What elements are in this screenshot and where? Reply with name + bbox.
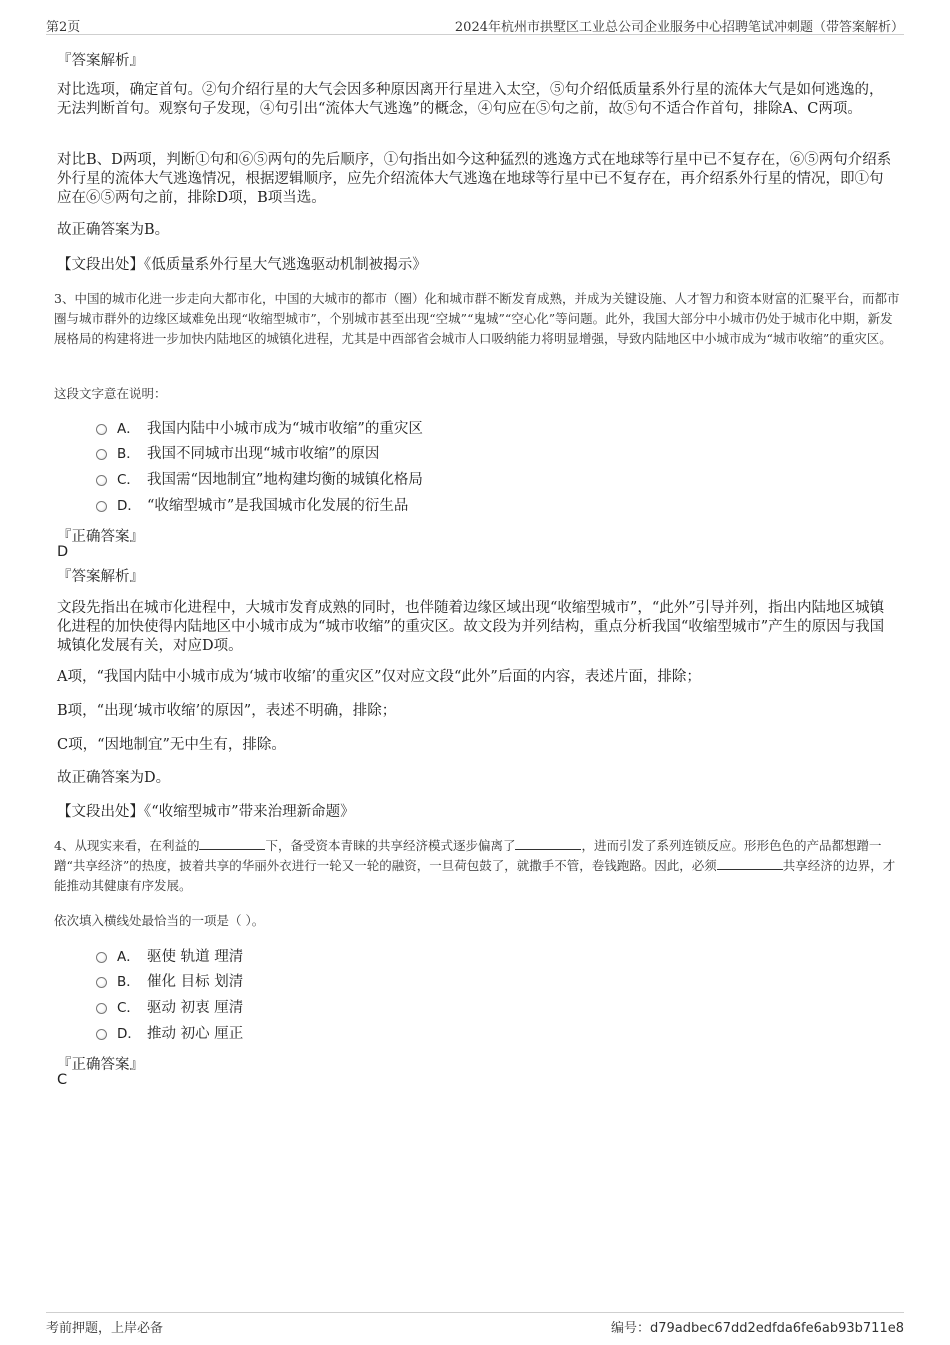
page-number: 第2页: [46, 20, 81, 35]
q4-option-a[interactable]: A． 驱使 轨道 理清: [96, 946, 243, 968]
radio-icon[interactable]: [96, 449, 107, 460]
radio-icon[interactable]: [96, 501, 107, 512]
document-code: 编号：d79adbec67dd2edfda6fe6ab93b711e8: [611, 1321, 904, 1336]
q4-question: 依次填入横线处最恰当的一项是（ ）。: [54, 913, 265, 928]
radio-icon[interactable]: [96, 952, 107, 963]
q3-question: 这段文字意在说明：: [54, 386, 167, 401]
q2-source: 【文段出处】《低质量系外行星大气逃逸驱动机制被揭示》: [57, 257, 427, 273]
q3-analysis-c: C项，“因地制宜”无中生有，排除。: [57, 737, 286, 753]
q3-option-d[interactable]: D． “收缩型城市”是我国城市化发展的衍生品: [96, 495, 408, 517]
radio-icon[interactable]: [96, 475, 107, 486]
q2-analysis-label: 『答案解析』: [57, 53, 144, 69]
q3-answer-label: 『正确答案』: [57, 529, 144, 545]
q3-option-a[interactable]: A． 我国内陆中小城市成为“城市收缩”的重灾区: [96, 418, 423, 440]
q4-stem: 4、从现实来看，在利益的 下，备受资本青睐的共享经济模式逐步偏离了 ，进而引发了系列连锁反应。形形色色的产品都想蹭一蹭“共享经济”的热度，披着共享的华丽外衣进行一轮又一轮的融资，一旦荷包鼓了，就撒手不管，卷钱跑路。因此，必须 共享经济的边界，才能推动其健康有序发展。: [54, 838, 896, 893]
radio-icon[interactable]: [96, 424, 107, 435]
page-header: [46, 14, 904, 35]
radio-icon[interactable]: [96, 1029, 107, 1040]
q3-analysis-b: B项，“出现‘城市收缩’的原因”，表述不明确，排除；: [57, 703, 397, 719]
q4-answer-label: 『正确答案』: [57, 1057, 144, 1073]
q2-analysis-para2: 对比B、D两项，判断①句和⑥⑤两句的先后顺序，①句指出如今这种猛烈的逃逸方式在地球等行星中已不复存在，⑥⑤两句介绍系外行星的流体大气逃逸情况，根据逻辑顺序，应先介绍流体大气逃逸在地球等行星中已不复存在，再介绍系外行星的情况，即①句应在⑥⑤两句之前，排除D项，B项当选。: [57, 152, 892, 206]
q4-option-d[interactable]: D． 推动 初心 厘正: [96, 1023, 243, 1045]
blank-2: [515, 837, 581, 850]
q3-stem: 3、中国的城市化进一步走向大都市化，中国的大城市的都市（圈）化和城市群不断发育成熟，并成为关键设施、人才智力和资本财富的汇聚平台，而都市圈与城市群外的边缘区域难免出现“收缩型城市”，个别城市甚至出现“空城”“鬼城”“空心化”等问题。此外，我国大部分中小城市仍处于城市化中期，新发展格局的构建将进一步加快内陆地区的城镇化进程，尤其是中西部省会城市人口吸纳能力将明显增强，导致内陆地区中小城市成为“城市收缩”的重灾区。: [54, 291, 900, 346]
q4-option-c[interactable]: C． 驱动 初衷 厘清: [96, 997, 243, 1019]
q2-conclusion: 故正确答案为B。: [57, 222, 170, 238]
q3-analysis-label: 『答案解析』: [57, 569, 144, 585]
q3-option-b[interactable]: B． 我国不同城市出现“城市收缩”的原因: [96, 443, 379, 465]
blank-3: [717, 857, 783, 870]
q4-option-b[interactable]: B． 催化 目标 划清: [96, 971, 243, 993]
q3-answer: D: [57, 544, 69, 560]
page-footer: [46, 1312, 904, 1335]
q3-source: 【文段出处】《“收缩型城市”带来治理新命题》: [57, 804, 355, 820]
q3-analysis-para1: 文段先指出在城市化进程中，大城市发育成熟的同时，也伴随着边缘区域出现“收缩型城市”，“此外”引导并列，指出内陆地区城镇化进程的加快使得内陆地区中小城市成为“城市收缩”的重灾区。故文段为并列结构，重点分析我国“收缩型城市”产生的原因与我国城镇化发展有关，对应D项。: [57, 600, 885, 654]
footer-slogan: 考前押题，上岸必备: [46, 1321, 164, 1336]
blank-1: [199, 837, 265, 850]
radio-icon[interactable]: [96, 1003, 107, 1014]
q3-conclusion: 故正确答案为D。: [57, 770, 171, 786]
radio-icon[interactable]: [96, 977, 107, 988]
q4-answer: C: [57, 1072, 68, 1088]
q3-option-c[interactable]: C． 我国需“因地制宜”地构建均衡的城镇化格局: [96, 469, 423, 491]
q2-analysis-para1: 对比选项，确定首句。②句介绍行星的大气会因多种原因离开行星进入太空，⑤句介绍低质量系外行星的流体大气是如何逃逸的，无法判断首句。观察句子发现，④句引出“流体大气逃逸”的概念，④句应在⑤句之前，故⑤句不适合作首句，排除A、C两项。: [57, 82, 884, 117]
document-title: 2024年杭州市拱墅区工业总公司企业服务中心招聘笔试冲刺题（带答案解析）: [454, 20, 904, 35]
q3-analysis-a: A项，“我国内陆中小城市成为‘城市收缩’的重灾区”仅对应文段“此外”后面的内容，表述片面，排除；: [57, 669, 701, 685]
